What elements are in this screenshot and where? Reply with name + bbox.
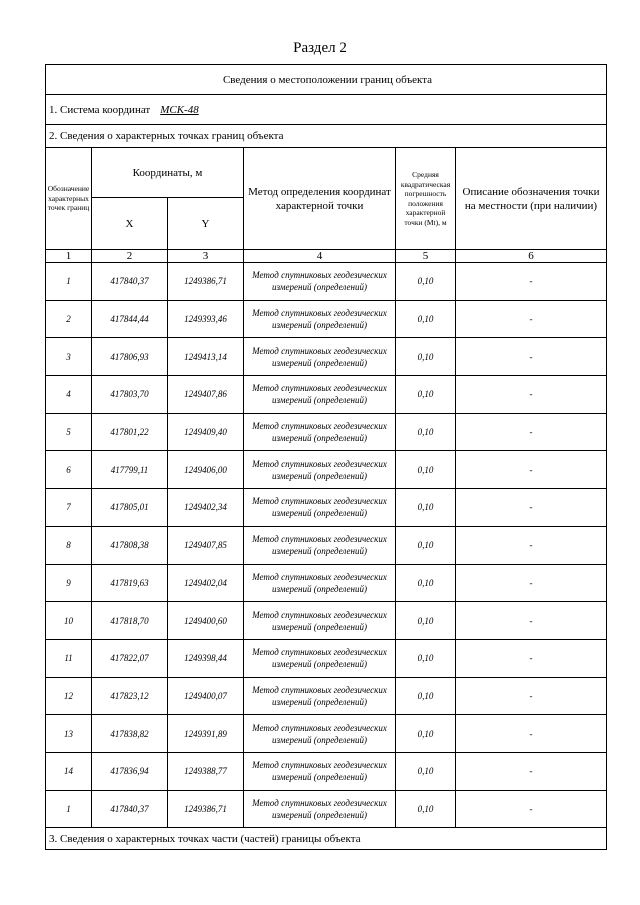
description: - xyxy=(456,263,607,301)
point-number: 1 xyxy=(46,263,92,301)
coord-x: 417840,37 xyxy=(92,263,168,301)
col-number: 5 xyxy=(396,250,456,263)
description: - xyxy=(456,526,607,564)
method-text: Метод спутниковых геодезических измерений (определений) xyxy=(244,677,396,715)
mt-value: 0,10 xyxy=(396,564,456,602)
coord-x: 417808,38 xyxy=(92,526,168,564)
point-number: 9 xyxy=(46,564,92,602)
coord-system-row xyxy=(46,95,607,125)
section-title: Раздел 2 xyxy=(293,40,347,56)
col-number: 1 xyxy=(46,250,92,263)
method-text: Метод спутниковых геодезических измерений (определений) xyxy=(244,602,396,640)
coord-y: 1249409,40 xyxy=(168,413,244,451)
method-text: Метод спутниковых геодезических измерений (определений) xyxy=(244,752,396,790)
point-number: 6 xyxy=(46,451,92,489)
coord-y: 1249391,89 xyxy=(168,715,244,753)
method-text: Метод спутниковых геодезических измерений (определений) xyxy=(244,639,396,677)
col-number: 4 xyxy=(244,250,396,263)
coord-x: 417823,12 xyxy=(92,677,168,715)
point-number: 10 xyxy=(46,602,92,640)
coord-x: 417844,44 xyxy=(92,300,168,338)
coord-y: 1249400,60 xyxy=(168,602,244,640)
point-number: 12 xyxy=(46,677,92,715)
coord-y: 1249400,07 xyxy=(168,677,244,715)
boundary-table xyxy=(45,64,607,850)
table-row xyxy=(46,338,607,376)
table-row xyxy=(46,489,607,527)
point-number: 3 xyxy=(46,338,92,376)
col-number: 3 xyxy=(168,250,244,263)
description: - xyxy=(456,715,607,753)
col-coords-label: Координаты, м xyxy=(92,148,244,198)
method-text: Метод спутниковых геодезических измерений (определений) xyxy=(244,300,396,338)
method-text: Метод спутниковых геодезических измерений (определений) xyxy=(244,451,396,489)
coord-x: 417836,94 xyxy=(92,752,168,790)
method-text: Метод спутниковых геодезических измерений (определений) xyxy=(244,263,396,301)
description: - xyxy=(456,752,607,790)
table-row xyxy=(46,564,607,602)
point-number: 1 xyxy=(46,790,92,828)
coord-x: 417840,37 xyxy=(92,790,168,828)
mt-value: 0,10 xyxy=(396,715,456,753)
method-text: Метод спутниковых геодезических измерений (определений) xyxy=(244,564,396,602)
point-number: 14 xyxy=(46,752,92,790)
coord-system-label: 1. Система координат xyxy=(49,103,151,116)
coord-x: 417822,07 xyxy=(92,639,168,677)
mt-value: 0,10 xyxy=(396,639,456,677)
description: - xyxy=(456,376,607,414)
point-number: 8 xyxy=(46,526,92,564)
col-method-label: Метод определения координат характерной точки xyxy=(244,148,396,250)
col-y-label: Y xyxy=(168,198,244,250)
description: - xyxy=(456,564,607,602)
point-number: 5 xyxy=(46,413,92,451)
coord-y: 1249393,46 xyxy=(168,300,244,338)
mt-value: 0,10 xyxy=(396,300,456,338)
method-text: Метод спутниковых геодезических измерений (определений) xyxy=(244,715,396,753)
coord-x: 417819,63 xyxy=(92,564,168,602)
method-text: Метод спутниковых геодезических измерений (определений) xyxy=(244,413,396,451)
coord-x: 417818,70 xyxy=(92,602,168,640)
description: - xyxy=(456,451,607,489)
coord-x: 417805,01 xyxy=(92,489,168,527)
coord-x: 417799,11 xyxy=(92,451,168,489)
description: - xyxy=(456,677,607,715)
method-text: Метод спутниковых геодезических измерений (определений) xyxy=(244,376,396,414)
table-row xyxy=(46,715,607,753)
description: - xyxy=(456,300,607,338)
point-number: 2 xyxy=(46,300,92,338)
table-row xyxy=(46,752,607,790)
coord-x: 417803,70 xyxy=(92,376,168,414)
method-text: Метод спутниковых геодезических измерений (определений) xyxy=(244,526,396,564)
col-x-label: X xyxy=(92,198,168,250)
coord-y: 1249402,04 xyxy=(168,564,244,602)
mt-value: 0,10 xyxy=(396,376,456,414)
mt-value: 0,10 xyxy=(396,790,456,828)
table-row xyxy=(46,526,607,564)
mt-value: 0,10 xyxy=(396,451,456,489)
coord-y: 1249407,86 xyxy=(168,376,244,414)
table-row xyxy=(46,602,607,640)
point-number: 4 xyxy=(46,376,92,414)
description: - xyxy=(456,790,607,828)
coord-y: 1249386,71 xyxy=(168,263,244,301)
table-row xyxy=(46,677,607,715)
point-number: 13 xyxy=(46,715,92,753)
coord-x: 417806,93 xyxy=(92,338,168,376)
col-number: 6 xyxy=(456,250,607,263)
mt-value: 0,10 xyxy=(396,752,456,790)
mt-value: 0,10 xyxy=(396,413,456,451)
coord-y: 1249398,44 xyxy=(168,639,244,677)
table-row xyxy=(46,451,607,489)
table-row xyxy=(46,263,607,301)
description: - xyxy=(456,489,607,527)
point-number: 11 xyxy=(46,639,92,677)
mt-value: 0,10 xyxy=(396,602,456,640)
col-point-label: Обозначение характерных точек границ xyxy=(46,148,92,250)
coord-y: 1249413,14 xyxy=(168,338,244,376)
description: - xyxy=(456,413,607,451)
mt-value: 0,10 xyxy=(396,677,456,715)
method-text: Метод спутниковых геодезических измерений (определений) xyxy=(244,338,396,376)
coord-y: 1249386,71 xyxy=(168,790,244,828)
part-points-title: 3. Сведения о характерных точках части (частей) границы объекта xyxy=(46,828,607,850)
coord-y: 1249406,00 xyxy=(168,451,244,489)
coord-x: 417801,22 xyxy=(92,413,168,451)
coord-x: 417838,82 xyxy=(92,715,168,753)
point-number: 7 xyxy=(46,489,92,527)
description: - xyxy=(456,338,607,376)
mt-value: 0,10 xyxy=(396,338,456,376)
mt-value: 0,10 xyxy=(396,526,456,564)
coord-y: 1249402,34 xyxy=(168,489,244,527)
mt-value: 0,10 xyxy=(396,263,456,301)
col-desc-label: Описание обозначения точки на местности (при наличии) xyxy=(456,148,607,250)
table-row xyxy=(46,413,607,451)
coord-y: 1249388,77 xyxy=(168,752,244,790)
table-row xyxy=(46,790,607,828)
char-points-title: 2. Сведения о характерных точках границ объекта xyxy=(46,125,607,148)
column-numbers-row xyxy=(46,250,607,263)
coord-system-value: МСК-48 xyxy=(160,103,199,116)
col-error-label: Средняя квадратическая погрешность положения характерной точки (Mt), м xyxy=(396,148,456,250)
col-number: 2 xyxy=(92,250,168,263)
table-row xyxy=(46,376,607,414)
table-row xyxy=(46,300,607,338)
description: - xyxy=(456,602,607,640)
mt-value: 0,10 xyxy=(396,489,456,527)
table-header-title: Сведения о местоположении границ объекта xyxy=(46,65,607,95)
table-row xyxy=(46,639,607,677)
description: - xyxy=(456,639,607,677)
method-text: Метод спутниковых геодезических измерений (определений) xyxy=(244,489,396,527)
method-text: Метод спутниковых геодезических измерений (определений) xyxy=(244,790,396,828)
coord-y: 1249407,85 xyxy=(168,526,244,564)
